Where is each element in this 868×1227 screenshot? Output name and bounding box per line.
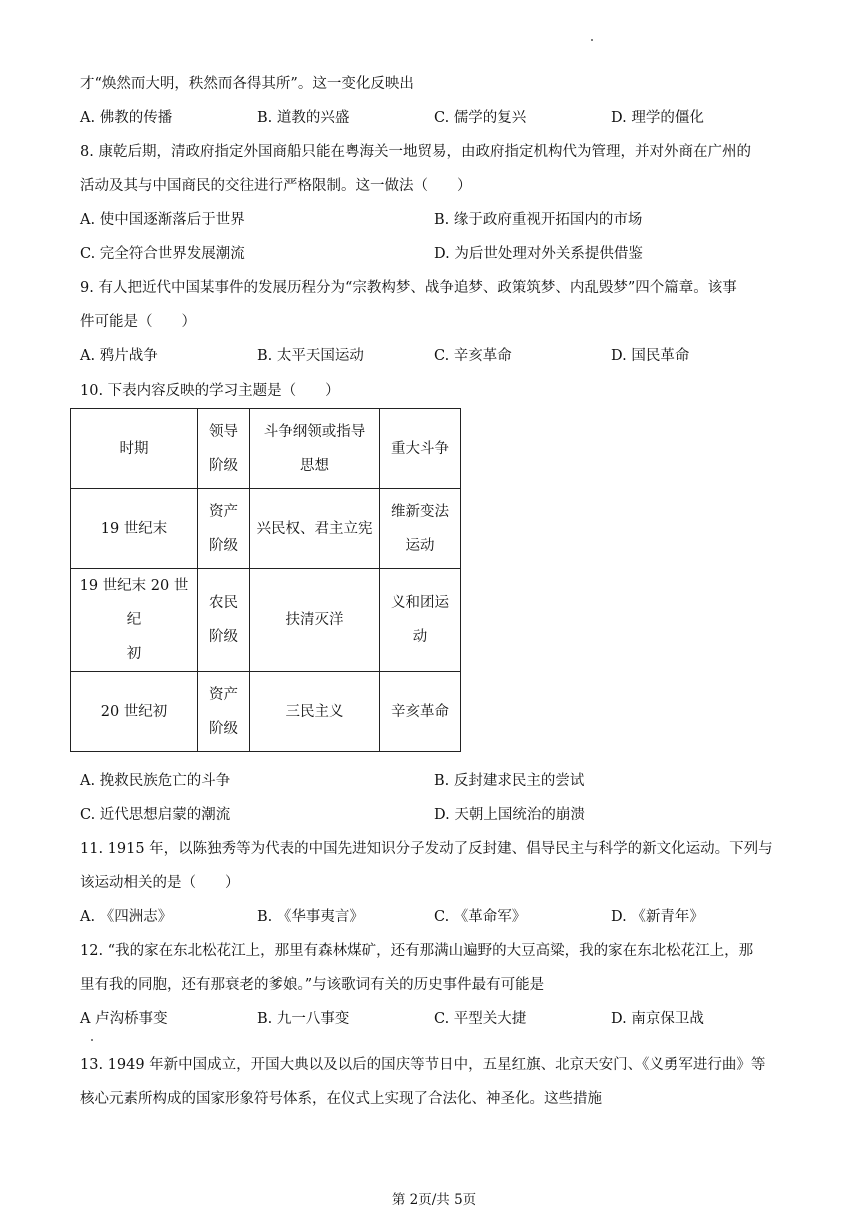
- cell-text: 资产: [209, 686, 238, 703]
- q7-stem: 才“焕然而大明，秩然而各得其所”。这一变化反映出: [80, 76, 414, 92]
- q12-option-a[interactable]: A 卢沟桥事变: [80, 1011, 168, 1027]
- q9-option-c[interactable]: C. 辛亥革命: [434, 348, 512, 364]
- q12-stem-line2: 里有我的同胞，还有那衰老的爹娘。”与该歌词有关的历史事件最有可能是: [80, 977, 545, 993]
- scan-speck: [91, 1039, 93, 1041]
- q7-option-b[interactable]: B. 道教的兴盛: [257, 110, 350, 126]
- cell-text: 兴民权、君主立宪: [256, 520, 373, 537]
- cell-text: 20 世纪初: [100, 703, 168, 720]
- cell-text: 资产: [209, 503, 238, 520]
- table-cell: [198, 569, 250, 672]
- table-row: [71, 489, 461, 569]
- q8-option-b[interactable]: B. 缘于政府重视开拓国内的市场: [434, 212, 643, 228]
- q8-option-d[interactable]: D. 为后世处理对外关系提供借鉴: [434, 246, 643, 262]
- cell-text: 运动: [405, 537, 435, 554]
- q10-option-a[interactable]: A. 挽救民族危亡的斗争: [80, 773, 231, 789]
- header-cell-program: [250, 409, 380, 489]
- q9-option-b[interactable]: B. 太平天国运动: [257, 348, 364, 364]
- table-cell: [380, 489, 461, 569]
- table-cell: [71, 489, 198, 569]
- q10-table: [70, 408, 461, 752]
- scan-speck: [591, 39, 593, 41]
- cell-text: 思想: [300, 457, 329, 474]
- cell-text: 19 世纪末: [100, 520, 168, 537]
- cell-text: 阶级: [209, 537, 238, 554]
- q11-option-c[interactable]: C. 《革命军》: [434, 909, 527, 925]
- header-cell-struggle: [380, 409, 461, 489]
- cell-text: 扶清灭洋: [285, 612, 344, 628]
- cell-text: 时期: [119, 440, 149, 457]
- q12-stem-line1: 12. “我的家在东北松花江上，那里有森林煤矿，还有那满山遍野的大豆高粱，我的家在东北松花江上，那: [80, 943, 754, 959]
- cell-text: 义和团运: [391, 595, 449, 611]
- cell-text: 初: [126, 646, 142, 662]
- table-cell: [198, 489, 250, 569]
- cell-text: 农民: [209, 595, 238, 611]
- page-number: 第 2页/共 5页: [391, 1192, 477, 1208]
- table-cell: [71, 672, 198, 752]
- q10-stem: 10. 下表内容反映的学习主题是（ ）: [80, 383, 340, 399]
- header-cell-period: [71, 409, 198, 489]
- cell-text: 辛亥革命: [391, 703, 449, 720]
- q11-stem-line1: 11. 1915 年，以陈独秀等为代表的中国先进知识分子发动了反封建、倡导民主与科学的新文化运动。下列与: [80, 841, 773, 857]
- cell-text: 阶级: [209, 629, 238, 645]
- cell-text: 维新变法: [391, 503, 449, 520]
- table-cell: [380, 672, 461, 752]
- q9-stem-line1: 9. 有人把近代中国某事件的发展历程分为“宗教构梦、战争追梦、政策筑梦、内乱毁梦”四个篇章。该事: [80, 280, 737, 296]
- q11-stem-line2: 该运动相关的是（ ）: [80, 875, 240, 891]
- q13-stem-line1: 13. 1949 年新中国成立，开国大典以及以后的国庆等节日中，五星红旗、北京天安门、《义勇军进行曲》等: [80, 1057, 766, 1073]
- cell-text: 动: [412, 629, 428, 645]
- cell-text: 重大斗争: [391, 440, 449, 457]
- q7-option-a[interactable]: A. 佛教的传播: [80, 110, 173, 126]
- cell-text: 阶级: [209, 457, 238, 474]
- table-row: [71, 569, 461, 672]
- table-cell: [71, 569, 198, 672]
- table-row: [71, 672, 461, 752]
- cell-text: 斗争纲领或指导: [263, 423, 366, 440]
- table-cell: [250, 672, 380, 752]
- cell-text: 19 世纪末 20 世纪: [79, 578, 189, 628]
- q10-option-c[interactable]: C. 近代思想启蒙的潮流: [80, 807, 231, 823]
- q8-stem-line2: 活动及其与中国商民的交往进行严格限制。这一做法（ ）: [80, 178, 472, 194]
- table-cell: [380, 569, 461, 672]
- q9-stem-line2: 件可能是（ ）: [80, 314, 196, 330]
- q12-option-b[interactable]: B. 九一八事变: [257, 1011, 350, 1027]
- cell-text: 领导: [209, 423, 238, 440]
- q10-option-b[interactable]: B. 反封建求民主的尝试: [434, 773, 585, 789]
- q9-option-d[interactable]: D. 国民革命: [611, 348, 690, 364]
- q7-option-c[interactable]: C. 儒学的复兴: [434, 110, 527, 126]
- header-cell-leading-class: [198, 409, 250, 489]
- q10-option-d[interactable]: D. 天朝上国统治的崩溃: [434, 807, 585, 823]
- cell-text: 阶级: [209, 720, 238, 737]
- q13-stem-line2: 核心元素所构成的国家形象符号体系，在仪式上实现了合法化、神圣化。这些措施: [80, 1091, 602, 1107]
- table-cell: [250, 489, 380, 569]
- q11-option-b[interactable]: B. 《华事夷言》: [257, 909, 364, 925]
- q8-option-c[interactable]: C. 完全符合世界发展潮流: [80, 246, 245, 262]
- cell-text: 三民主义: [285, 703, 344, 720]
- q8-option-a[interactable]: A. 使中国逐渐落后于世界: [80, 212, 245, 228]
- q11-option-a[interactable]: A. 《四洲志》: [80, 909, 173, 925]
- table-cell: [250, 569, 380, 672]
- q12-option-c[interactable]: C. 平型关大捷: [434, 1011, 527, 1027]
- q9-option-a[interactable]: A. 鸦片战争: [80, 348, 158, 364]
- table-header-row: [71, 409, 461, 489]
- q12-option-d[interactable]: D. 南京保卫战: [611, 1011, 704, 1027]
- q7-option-d[interactable]: D. 理学的僵化: [611, 110, 704, 126]
- table-cell: [198, 672, 250, 752]
- q11-option-d[interactable]: D. 《新青年》: [611, 909, 704, 925]
- q8-stem-line1: 8. 康乾后期，清政府指定外国商船只能在粤海关一地贸易，由政府指定机构代为管理，并对外商在广州的: [80, 144, 751, 160]
